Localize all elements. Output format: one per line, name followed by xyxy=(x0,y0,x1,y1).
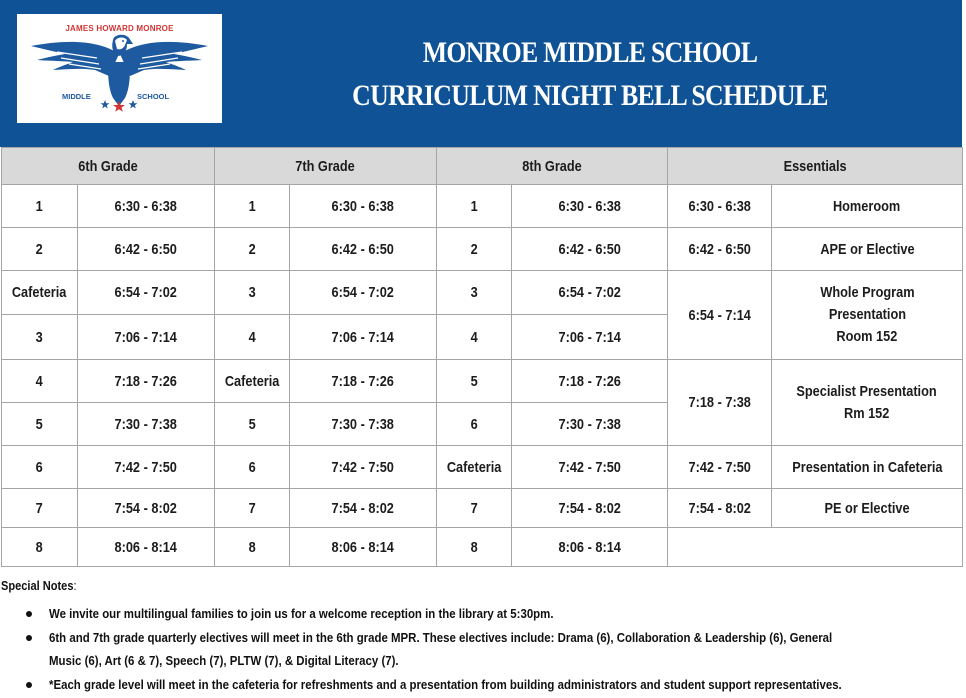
period-7th: 1 xyxy=(215,185,290,228)
period-8th: 5 xyxy=(437,360,512,403)
period-8th: 3 xyxy=(437,271,512,315)
time-7th: 8:06 - 8:14 xyxy=(290,528,437,567)
table-row xyxy=(2,185,963,228)
header-8th-grade: 8th Grade xyxy=(437,148,668,185)
time-6th: 6:30 - 6:38 xyxy=(78,185,215,228)
essentials-activity: PE or Elective xyxy=(772,489,963,528)
table-row xyxy=(2,489,963,528)
period-6th: 5 xyxy=(2,403,78,446)
period-7th: 2 xyxy=(215,228,290,271)
time-7th: 6:42 - 6:50 xyxy=(290,228,437,271)
time-6th: 7:06 - 7:14 xyxy=(78,315,215,360)
time-7th: 7:42 - 7:50 xyxy=(290,446,437,489)
time-7th: 7:30 - 7:38 xyxy=(290,403,437,446)
note-item: *Each grade level will meet in the cafeteria for refreshments and a presentation from building administrators and student support representatives. xyxy=(0,673,966,696)
period-6th: 2 xyxy=(2,228,78,271)
period-8th: Cafeteria xyxy=(437,446,512,489)
header-essentials: Essentials xyxy=(668,148,963,185)
time-7th: 7:54 - 8:02 xyxy=(290,489,437,528)
time-8th: 7:42 - 7:50 xyxy=(512,446,668,489)
period-6th: 3 xyxy=(2,315,78,360)
period-8th: 7 xyxy=(437,489,512,528)
period-6th: 1 xyxy=(2,185,78,228)
header-banner xyxy=(0,0,962,147)
notes-list xyxy=(0,602,966,697)
note-item: We invite our multilingual families to join us for a welcome reception in the library at 5:30pm. xyxy=(0,602,966,625)
period-6th: 4 xyxy=(2,360,78,403)
period-6th: 7 xyxy=(2,489,78,528)
bell-schedule-table xyxy=(1,147,963,567)
time-7th: 6:54 - 7:02 xyxy=(290,271,437,315)
time-6th: 7:54 - 8:02 xyxy=(78,489,215,528)
logo-left-text: MIDDLE xyxy=(62,92,91,101)
period-7th: 5 xyxy=(215,403,290,446)
essentials-time: 7:54 - 8:02 xyxy=(668,489,772,528)
header-6th-grade: 6th Grade xyxy=(2,148,215,185)
logo-right-text: SCHOOL xyxy=(137,92,170,101)
essentials-time: 6:54 - 7:14 xyxy=(668,271,772,360)
time-8th: 7:06 - 7:14 xyxy=(512,315,668,360)
time-7th: 7:06 - 7:14 xyxy=(290,315,437,360)
essentials-time: 6:42 - 6:50 xyxy=(668,228,772,271)
table-row xyxy=(2,360,963,403)
period-6th: Cafeteria xyxy=(2,271,78,315)
period-7th: 7 xyxy=(215,489,290,528)
table-row xyxy=(2,228,963,271)
period-7th: 3 xyxy=(215,271,290,315)
period-6th: 8 xyxy=(2,528,78,567)
essentials-time: 6:30 - 6:38 xyxy=(668,185,772,228)
essentials-activity: APE or Elective xyxy=(772,228,963,271)
time-8th: 8:06 - 8:14 xyxy=(512,528,668,567)
special-notes-heading: Special Notes: xyxy=(1,578,77,593)
table-row xyxy=(2,271,963,315)
time-8th: 6:42 - 6:50 xyxy=(512,228,668,271)
table-row xyxy=(2,528,963,567)
time-6th: 7:18 - 7:26 xyxy=(78,360,215,403)
school-logo xyxy=(17,14,222,123)
period-6th: 6 xyxy=(2,446,78,489)
period-8th: 6 xyxy=(437,403,512,446)
time-6th: 6:54 - 7:02 xyxy=(78,271,215,315)
time-6th: 6:42 - 6:50 xyxy=(78,228,215,271)
essentials-time: 7:42 - 7:50 xyxy=(668,446,772,489)
period-7th: 8 xyxy=(215,528,290,567)
period-8th: 8 xyxy=(437,528,512,567)
page-title-line-2: CURRICULUM NIGHT BELL SCHEDULE xyxy=(352,79,828,112)
logo-top-text: JAMES HOWARD MONROE xyxy=(65,24,174,33)
period-8th: 1 xyxy=(437,185,512,228)
time-8th: 7:54 - 8:02 xyxy=(512,489,668,528)
essentials-empty-cell xyxy=(668,528,963,567)
header-7th-grade: 7th Grade xyxy=(215,148,437,185)
note-item: 6th and 7th grade quarterly electives will meet in the 6th grade MPR. These electives include: Drama (6), Collaboration & Leadership (6), General Music (6), Art (6 & 7), Speech (7), PLTW (7), & Digital Literacy (7). xyxy=(0,626,966,672)
time-8th: 7:18 - 7:26 xyxy=(512,360,668,403)
essentials-activity: Specialist Presentation Rm 152 xyxy=(772,360,963,446)
period-8th: 4 xyxy=(437,315,512,360)
period-7th: Cafeteria xyxy=(215,360,290,403)
time-8th: 7:30 - 7:38 xyxy=(512,403,668,446)
time-7th: 6:30 - 6:38 xyxy=(290,185,437,228)
time-6th: 7:42 - 7:50 xyxy=(78,446,215,489)
essentials-activity: Presentation in Cafeteria xyxy=(772,446,963,489)
time-7th: 7:18 - 7:26 xyxy=(290,360,437,403)
essentials-time: 7:18 - 7:38 xyxy=(668,360,772,446)
essentials-activity: Homeroom xyxy=(772,185,963,228)
period-7th: 4 xyxy=(215,315,290,360)
table-header-row xyxy=(2,148,963,185)
bullet-icon xyxy=(26,682,32,688)
bullet-icon xyxy=(26,635,32,641)
time-6th: 8:06 - 8:14 xyxy=(78,528,215,567)
bullet-icon xyxy=(26,611,32,617)
time-6th: 7:30 - 7:38 xyxy=(78,403,215,446)
page-title-line-1: MONROE MIDDLE SCHOOL xyxy=(422,36,758,69)
essentials-activity: Whole Program Presentation Room 152 xyxy=(772,271,963,360)
period-8th: 2 xyxy=(437,228,512,271)
time-8th: 6:30 - 6:38 xyxy=(512,185,668,228)
table-row xyxy=(2,446,963,489)
period-7th: 6 xyxy=(215,446,290,489)
time-8th: 6:54 - 7:02 xyxy=(512,271,668,315)
